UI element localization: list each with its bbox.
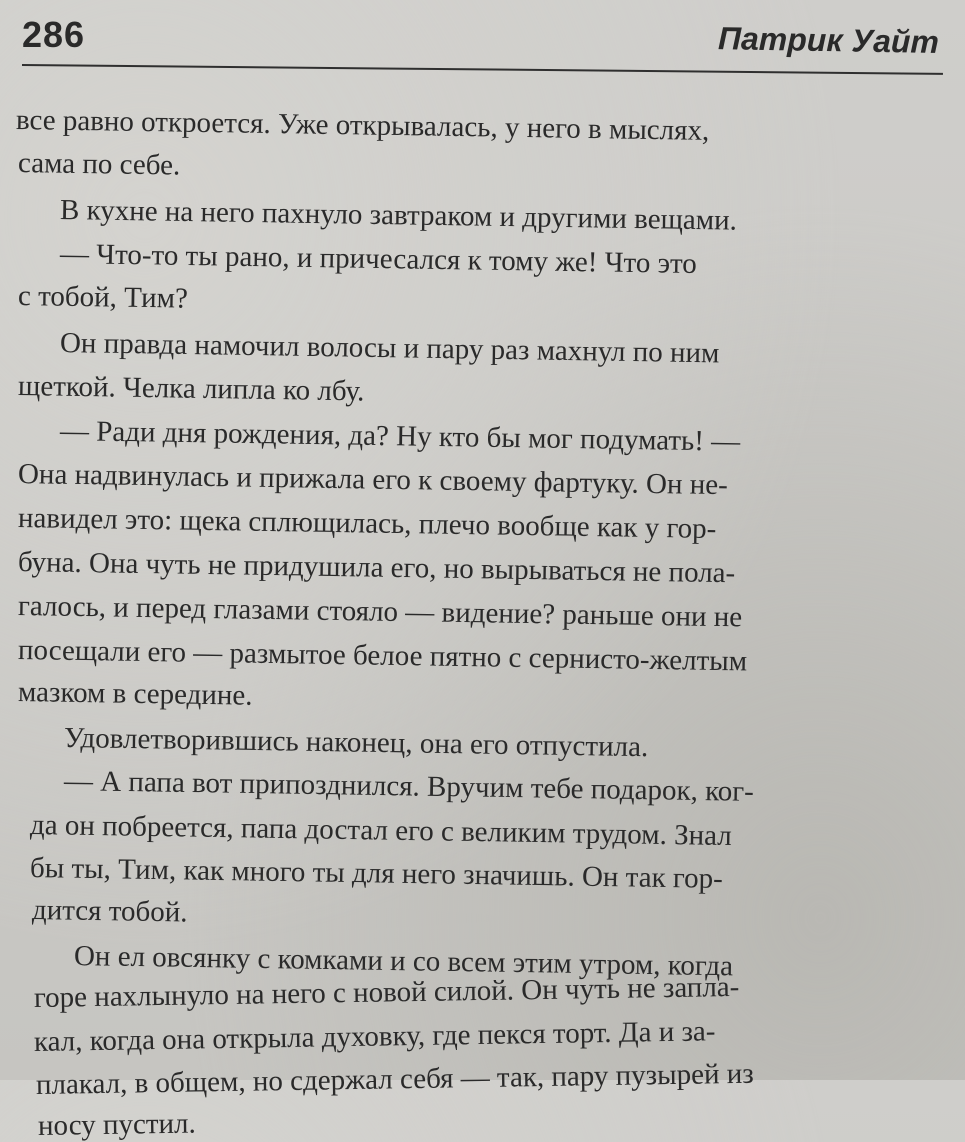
text-line: Она надвинулась и прижала его к своему фартуку. Он не- xyxy=(17,458,729,502)
text-line: кал, когда она открыла духовку, где пекся торт. Да и за- xyxy=(33,1015,716,1058)
text-line: с тобой, Тим? xyxy=(17,280,189,315)
text-line: дится тобой. xyxy=(31,894,188,929)
text-line: — Ради дня рождения, да? Ну кто бы мог подумать! — xyxy=(59,415,741,458)
text-line: галось, и перед глазами стояло — видение? раньше они не xyxy=(17,590,743,634)
text-line: все равно откроется. Уже открывалась, у него в мыслях, xyxy=(15,104,710,147)
text-line: носу пустил. xyxy=(37,1107,197,1142)
text-line: мазком в середине. xyxy=(17,676,253,712)
text-line: буна. Она чуть не придушила его, но вырываться не пола- xyxy=(17,546,736,590)
header-rule xyxy=(22,64,943,75)
text-line: В кухне на него пахнуло завтраком и другими вещами. xyxy=(59,194,738,237)
text-line: горе нахлынуло на него с новой силой. Он чуть не запла- xyxy=(33,970,740,1014)
page-number: 286 xyxy=(22,14,86,55)
text-line: посещали его — размытое белое пятно с сернисто-желтым xyxy=(17,634,748,678)
text-line: — А папа вот припозднился. Вручим тебе подарок, ког- xyxy=(63,765,755,808)
text-line: — Что-то ты рано, и причесался к тому же! Что это xyxy=(59,238,698,281)
text-line: щеткой. Челка липла ко лбу. xyxy=(17,370,365,408)
text-line: Он ел овсянку с комками и со всем этим утром, когда xyxy=(73,940,734,983)
text-line: плакал, в общем, но сдержал себя — так, пару пузырей из xyxy=(35,1057,754,1101)
text-line: Удовлетворившись наконец, она его отпустила. xyxy=(63,722,649,764)
text-line: да он побреется, папа достал его с великим трудом. Знал xyxy=(29,809,732,853)
text-line: Он правда намочил волосы и пару раз махнул по ним xyxy=(59,327,720,370)
text-line: бы ты, Тим, как много ты для него значишь. Он так гор- xyxy=(29,852,724,895)
text-line: навидел это: щека сплющилась, плечо вообще как у гор- xyxy=(17,502,717,545)
running-head-author: Патрик Уайт xyxy=(717,20,940,60)
text-line: сама по себе. xyxy=(17,147,181,182)
page-header xyxy=(22,10,943,68)
